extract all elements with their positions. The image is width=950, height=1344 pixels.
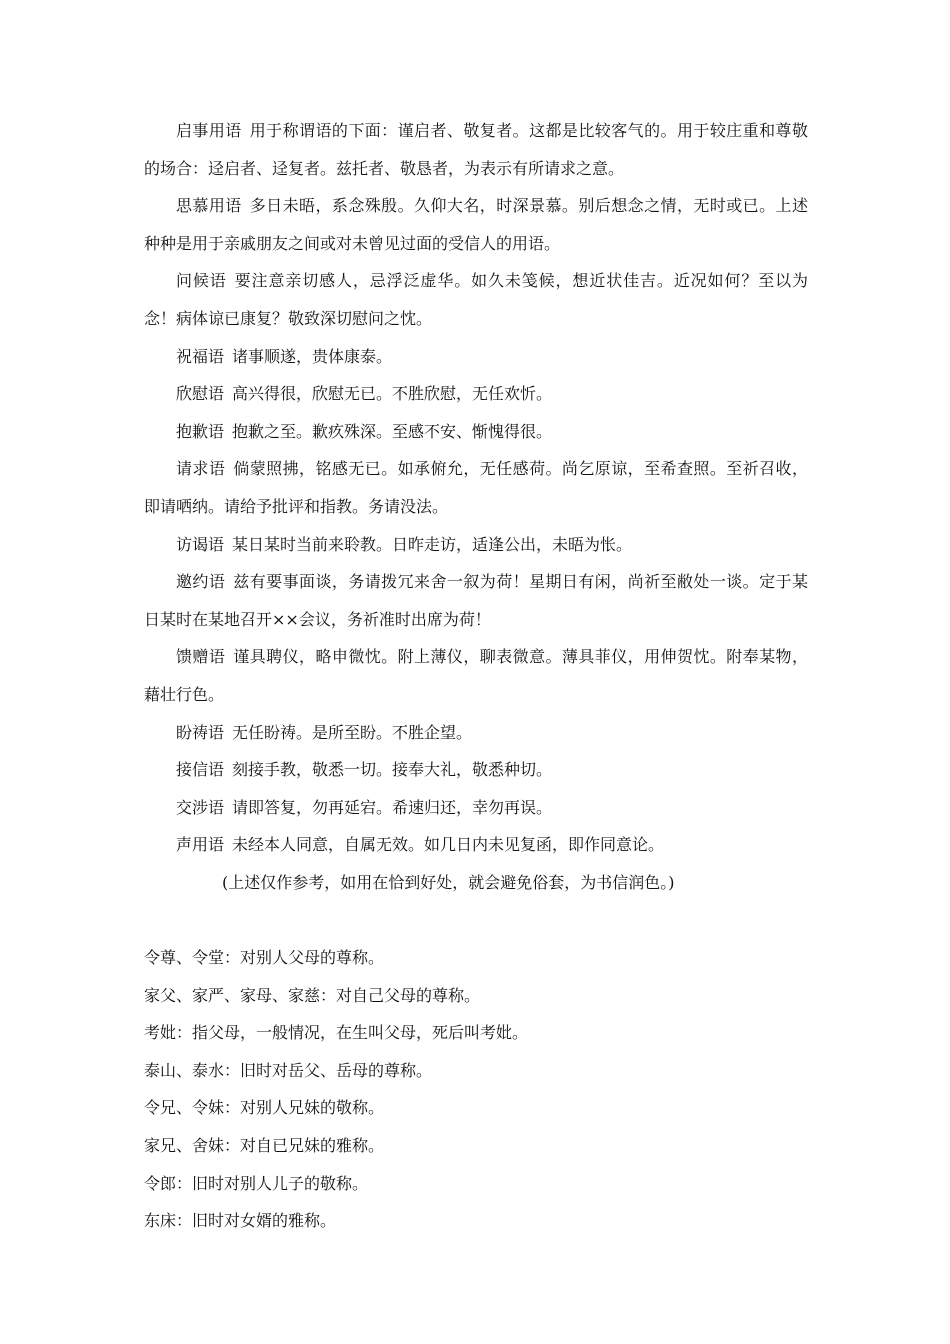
phrase-text: 某日某时当前来聆教。日昨走访，适逢公出，未晤为怅。: [232, 534, 633, 554]
phrase-text: 要注意亲切感人，忌浮泛虚华。如久未笺候，想近状佳吉。近况如何？至以为念！病体谅已康复？敬致深切慰问之忱。: [144, 271, 808, 328]
phrase-text: 兹有要事面谈，务请拨冗来舍一叙为荷！星期日有闲，尚祈至敝处一谈。定于某日某时在某地召开××会议，务祈准时出席为荷！: [144, 572, 808, 629]
definition-item: 东床：旧时对女婿的雅称。: [144, 1211, 337, 1231]
phrase-text: 多日未晤，系念殊殷。久仰大名，时深景慕。别后想念之情，无时或已。上述种种是用于亲戚朋友之间或对未曾见过面的受信人的用语。: [144, 196, 808, 253]
phrase-term: 思慕用语: [176, 196, 242, 216]
phrase-term: 盼祷语: [176, 722, 225, 742]
phrase-term: 请求语: [176, 459, 226, 479]
phrase-text: 用于称谓语的下面：谨启者、敬复者。这都是比较客气的。用于较庄重和尊敬的场合：迳启者、迳复者。兹托者、敬恳者，为表示有所请求之意。: [144, 121, 808, 178]
phrase-paragraph: [144, 338, 808, 376]
phrase-term: 抱歉语: [176, 421, 225, 441]
definition-item: 令尊、令堂：对别人父母的尊称。: [144, 948, 385, 968]
phrase-paragraph: [144, 826, 808, 864]
phrase-paragraph: [144, 751, 808, 789]
phrase-text: 谨具聘仪，略申微忱。附上薄仪，聊表微意。薄具菲仪，用伸贺忱。附奉某物，藉壮行色。: [144, 647, 808, 704]
phrase-term: 邀约语: [176, 572, 226, 592]
phrase-term: 问候语: [176, 271, 227, 291]
phrase-term: 访谒语: [176, 534, 225, 554]
phrase-paragraph: [144, 413, 808, 451]
phrase-list: [144, 112, 808, 864]
definition-item: 令郎：旧时对别人儿子的敬称。: [144, 1173, 369, 1193]
phrase-paragraph: [144, 112, 808, 187]
definition-list: [144, 939, 808, 1240]
definition-item: 考妣：指父母，一般情况，在生叫父母，死后叫考妣。: [144, 1023, 529, 1043]
phrase-text: 刻接手教，敬悉一切。接奉大礼，敬悉种切。: [232, 760, 553, 780]
phrase-paragraph: [144, 638, 808, 713]
phrase-text: 请即答复，勿再延宕。希速归还，幸勿再误。: [232, 797, 553, 817]
definition-item: 泰山、泰水：旧时对岳父、岳母的尊称。: [144, 1060, 433, 1080]
phrase-term: 启事用语: [176, 121, 242, 140]
phrase-term: 交涉语: [176, 797, 225, 817]
section-gap: [144, 901, 808, 939]
phrase-text: 倘蒙照拂，铭感无已。如承俯允，无任感荷。尚乞原谅，至希查照。至祈召收，即请哂纳。请给予批评和指教。务请没法。: [144, 459, 808, 516]
phrase-paragraph: [144, 526, 808, 564]
phrase-term: 欣慰语: [176, 384, 225, 404]
definition-item: 令兄、令妹：对别人兄妹的敬称。: [144, 1098, 385, 1118]
phrase-paragraph: [144, 187, 808, 262]
phrase-text: 未经本人同意，自属无效。如几日内未见复函，即作同意论。: [232, 835, 665, 855]
reference-note: (上述仅作参考，如用在恰到好处，就会避免俗套，为书信润色。): [222, 872, 675, 892]
phrase-paragraph: [144, 450, 808, 525]
phrase-paragraph: [144, 714, 808, 752]
phrase-term: 接信语: [176, 760, 225, 780]
phrase-term: 祝福语: [176, 346, 225, 366]
definition-item: 家父、家严、家母、家慈：对自己父母的尊称。: [144, 985, 481, 1005]
phrase-text: 抱歉之至。歉疚殊深。至感不安、惭愧得很。: [232, 421, 553, 441]
phrase-term: 声用语: [176, 835, 225, 855]
phrase-text: 诸事顺遂，贵体康泰。: [232, 346, 393, 366]
phrase-text: 高兴得很，欣慰无已。不胜欣慰，无任欢忻。: [232, 384, 553, 404]
phrase-paragraph: [144, 375, 808, 413]
phrase-term: 馈赠语: [176, 647, 226, 667]
phrase-paragraph: [144, 262, 808, 337]
phrase-paragraph: [144, 563, 808, 638]
document-page: [144, 112, 808, 1240]
definition-item: 家兄、舍妹：对自已兄妹的雅称。: [144, 1136, 385, 1156]
phrase-paragraph: [144, 789, 808, 827]
phrase-text: 无任盼祷。是所至盼。不胜企望。: [232, 722, 473, 742]
